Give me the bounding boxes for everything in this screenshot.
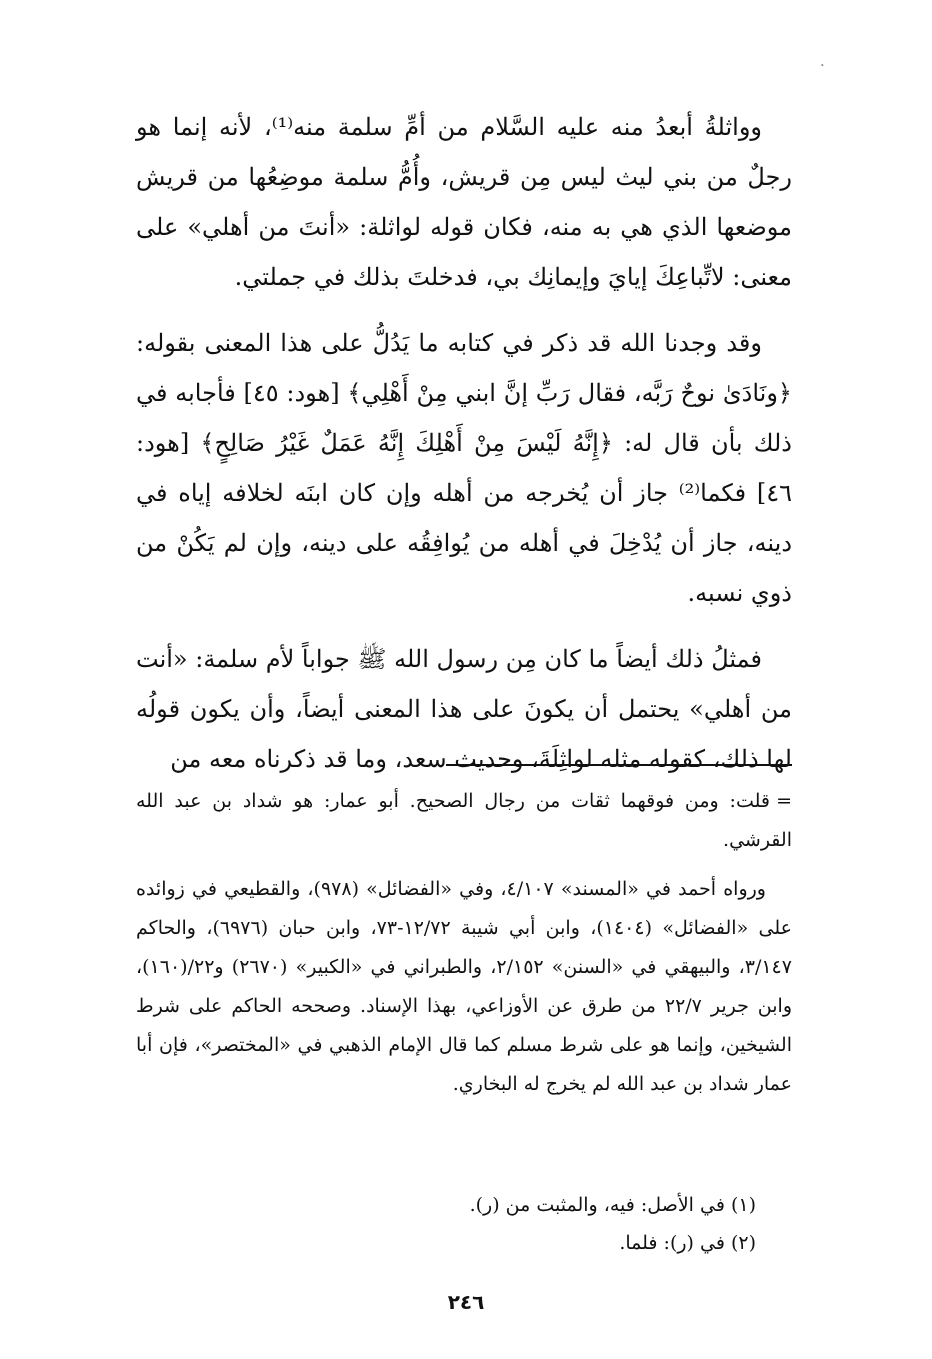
footnote-continuation (136, 782, 792, 860)
continuation-text: قلت: ومن فوقهما ثقات من رجال الصحيح. أبو عمار: هو شداد بن عبد الله القرشي. (136, 790, 792, 851)
footnotes (470, 1186, 756, 1262)
footnote-1: (١) في الأصل: فيه، والمثبت من (ر). (469, 1194, 756, 1216)
main-paragraph-3: فمثلُ ذلك أيضاً ما كان مِن رسول الله ﷺ جواباً لأم سلمة: «أنت من أهلي» يحتمل أن يكونَ على هذا المعنى أيضاً، وأن يكون قولُه لها ذلك، كقوله مثله لواثِلَةَ، وحديث سعد، وما قد ذكرناه معه من (136, 645, 792, 773)
continuation-marker: = (776, 790, 792, 812)
main-paragraph-2: وقد وجدنا الله قد ذكر في كتابه ما يَدُلُّ على هذا المعنى بقوله: ﴿ونَادَىٰ نوحٌ رَبَّه، فقال رَبِّ إنَّ ابني مِنْ أَهْلِي﴾ [هود: ٤٥] فأجابه في ذلك بأن قال له: ﴿إِنَّهُ لَيْسَ مِنْ أَهْلِكَ إِنَّهُ عَمَلٌ غَيْرُ صَالِحٍ﴾ [هود: ٤٦] فكما⁽²⁾ جاز أن يُخرجه من أهله وإن كان ابنَه لخلافه إياه في دينه، جاز أن يُدْخِلَ في أهله من يُوافِقُه على دينه، وإن لم يَكُنْ من ذوي نسبه. (136, 329, 792, 607)
footnote-paragraph: ورواه أحمد في «المسند» ٤/١٠٧، وفي «الفضائل» (٩٧٨)، والقطيعي في زوائده على «الفضائل» (١٤٠٤)، وابن أبي شيبة ١٢/٧٢-٧٣، وابن حبان (٦٩٧٦)، والحاكم ٣/١٤٧، والبيهقي في «السنن» ٢/١٥٢، والطبراني في «الكبير» (٢٦٧٠) و٢٢/(١٦٠)، وابن جرير ٢٢/٧ من طرق عن الأوزاعي، بهذا الإسناد. وصححه الحاكم على شرط الشيخين، وإنما هو على شرط مسلم كما قال الإمام الذهبي في «المختصر»، فإن أبا عمار شداد بن عبد الله لم يخرج له البخاري. (136, 878, 792, 1095)
main-text (136, 102, 792, 800)
footnote-2: (٢) في (ر): فلما. (619, 1232, 756, 1254)
main-paragraph-1: وواثلةُ أبعدُ منه عليه السَّلام من أمِّ سلمة منه⁽¹⁾، لأنه إنما هو رجلٌ من بني ليث ليس مِن قريش، وأُمُّ سلمة موضِعُها من قريش موضعها الذي هي به منه، فكان قوله لواثلة: «أنتَ من أهلي» على معنى: لاتِّباعِكَ إيايَ وإيمانِك بي، فدخلتَ بذلك في جملتي. (136, 113, 792, 291)
page-number: ٢٤٦ (447, 1290, 485, 1314)
footnote-divider (446, 764, 792, 766)
footnote-commentary (136, 782, 792, 1114)
